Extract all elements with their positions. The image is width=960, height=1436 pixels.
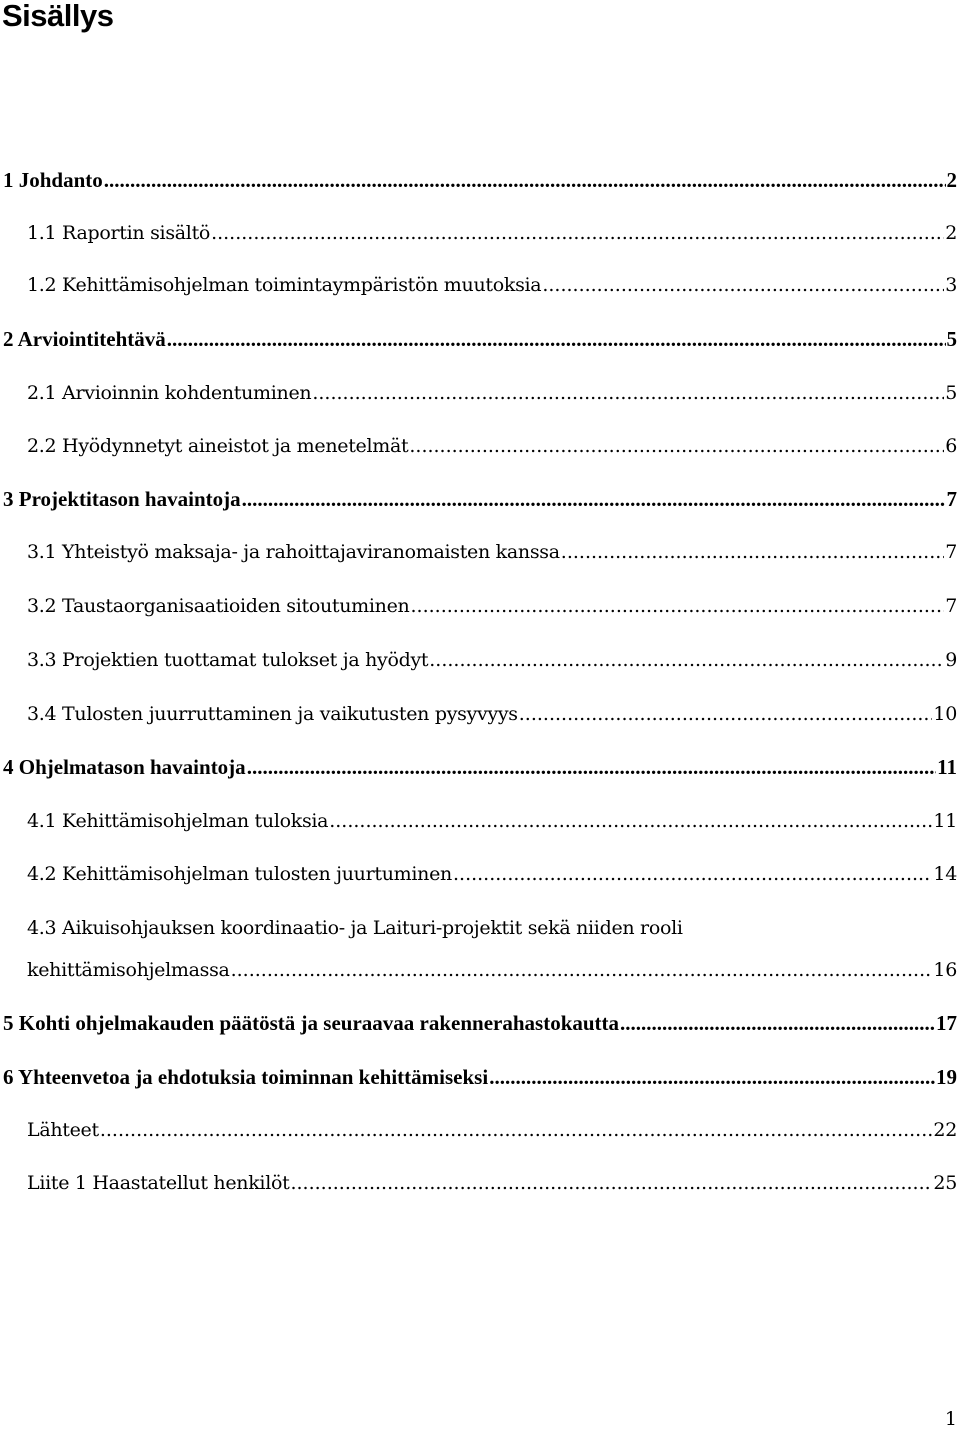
toc-entry-label: 2.2 Hyödynnetyt aineistot ja menetelmät [27, 435, 409, 457]
dot-leader [231, 955, 933, 985]
toc-entry-2-2[interactable] [27, 431, 957, 461]
toc-entry-4-3[interactable] [27, 955, 957, 985]
toc-entry-page: 16 [933, 959, 957, 981]
toc-entry-label: 5 Kohti ohjelmakauden päätöstä ja seuraavaa rakennerahastokautta [3, 1011, 620, 1035]
toc-entry-label: kehittämisohjelmassa [27, 959, 230, 981]
toc-entry-3-2[interactable] [27, 591, 957, 621]
toc-entry-label: 3.1 Yhteistyö maksaja- ja rahoittajaviranomaisten kanssa [27, 541, 560, 563]
toc-entry-4-2[interactable] [27, 859, 957, 889]
toc-entry-3-3[interactable] [27, 645, 957, 675]
toc-entry-page: 7 [945, 595, 957, 617]
toc-entry-page: 11 [937, 755, 957, 779]
toc-entry-3-1[interactable] [27, 537, 957, 567]
toc-entry-page: 7 [946, 487, 957, 511]
dot-leader [489, 1062, 935, 1092]
toc-entry-label: 6 Yhteenvetoa ja ehdotuksia toiminnan kehittämiseksi [3, 1065, 489, 1089]
toc-entry-page: 9 [945, 649, 957, 671]
toc-entry-page: 19 [936, 1065, 957, 1089]
toc-entry-1-2[interactable] [27, 270, 957, 300]
dot-leader [429, 645, 944, 675]
dot-leader [409, 431, 944, 461]
dot-leader [100, 1115, 933, 1145]
toc-entry-label: 3.2 Taustaorganisaatioiden sitoutuminen [27, 595, 410, 617]
toc-entry-label: 3.3 Projektien tuottamat tulokset ja hyödyt [27, 649, 429, 671]
toc-entry-label: Lähteet [27, 1119, 99, 1141]
toc-entry-page: 6 [945, 435, 957, 457]
toc-entry-page: 10 [933, 703, 957, 725]
dot-leader [211, 218, 944, 248]
dot-leader [542, 270, 944, 300]
toc-entry-label: 2.1 Arvioinnin kohdentuminen [27, 382, 312, 404]
toc-entry-page: 3 [945, 274, 957, 296]
toc-entry-6[interactable] [3, 1062, 957, 1092]
toc-entry-page: 5 [946, 327, 957, 351]
toc-entry-label: 4.2 Kehittämisohjelman tulosten juurtuminen [27, 863, 452, 885]
toc-entry-3-4[interactable] [27, 699, 957, 729]
toc-entry-4[interactable] [3, 752, 957, 782]
toc-entry-label: 1.1 Raportin sisältö [27, 222, 211, 244]
toc-entry-label: 2 Arviointitehtävä [3, 327, 166, 351]
toc-entry-label: 1 Johdanto [3, 168, 103, 192]
toc-entry-page: 2 [946, 168, 957, 192]
dot-leader [453, 859, 932, 889]
toc-entry-appendix-1[interactable] [27, 1168, 957, 1198]
toc-entry-page: 5 [945, 382, 957, 404]
toc-entry-page: 2 [945, 222, 957, 244]
toc-entry-page: 14 [933, 863, 957, 885]
toc-entry-1-1[interactable] [27, 218, 957, 248]
toc-entry-2[interactable] [3, 324, 957, 354]
toc-entry-label: 4 Ohjelmatason havaintoja [3, 755, 246, 779]
toc-entry-label: 4.1 Kehittämisohjelman tuloksia [27, 810, 329, 832]
dot-leader [519, 699, 933, 729]
dot-leader [329, 806, 932, 836]
page-number: 1 [944, 1408, 957, 1430]
dot-leader [104, 165, 946, 195]
dot-leader [242, 484, 946, 514]
dot-leader [167, 324, 946, 354]
toc-entry-label: 1.2 Kehittämisohjelman toimintaympäristön muutoksia [27, 274, 542, 296]
toc-entry-references[interactable] [27, 1115, 957, 1145]
page-title: Sisällys [2, 0, 114, 33]
toc-entry-3[interactable] [3, 484, 957, 514]
dot-leader [247, 752, 936, 782]
toc-entry-label: 3.4 Tulosten juurruttaminen ja vaikutusten pysyvyys [27, 703, 518, 725]
dot-leader [620, 1008, 935, 1038]
toc-entry-2-1[interactable] [27, 378, 957, 408]
toc-entry-page: 25 [933, 1172, 957, 1194]
toc-entry-4-1[interactable] [27, 806, 957, 836]
toc-entry-label: 3 Projektitason havaintoja [3, 487, 241, 511]
toc-entry-5[interactable] [3, 1008, 957, 1038]
dot-leader [312, 378, 944, 408]
toc-entry-page: 17 [936, 1011, 957, 1035]
dot-leader [411, 591, 945, 621]
toc-entry-1[interactable] [3, 165, 957, 195]
toc-entry-page: 22 [933, 1119, 957, 1141]
toc-entry-label: Liite 1 Haastatellut henkilöt [27, 1172, 290, 1194]
toc-entry-page: 11 [933, 810, 957, 832]
toc-entry-4-3-label-line-1[interactable]: 4.3 Aikuisohjauksen koordinaatio- ja Laituri-projektit sekä niiden rooli [27, 917, 683, 939]
dot-leader [290, 1168, 932, 1198]
toc-entry-page: 7 [945, 541, 957, 563]
dot-leader [561, 537, 944, 567]
